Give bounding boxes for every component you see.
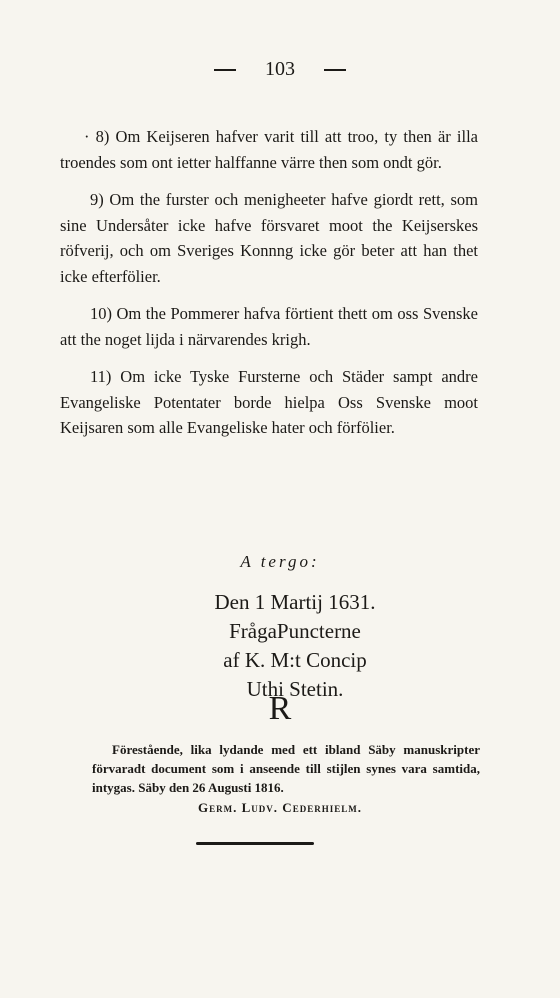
signature: Germ. Ludv. Cederhielm. <box>198 800 362 815</box>
paragraph-11: 11) Om icke Tyske Fursterne och Städer sampt andre Evangeliske Potentater borde hielpa Oss Svenske moot Keijsaren som alle Evangeliske hater och förfölier. <box>60 367 478 437</box>
end-rule <box>196 842 314 845</box>
attestation-note: Förestående, lika lydande med ett ibland Säby manuskripter förvaradt document som i anseende till stijlen synes vara samtida, intygas. Säby den 26 Augusti 1816. <box>92 742 480 795</box>
body-text <box>60 124 478 453</box>
address-line: af K. M:t Concip <box>223 648 367 672</box>
paragraph-10: 10) Om the Pommerer hafva förtient thett om oss Svenske att the noget lijda i närvarendes krigh. <box>60 304 478 349</box>
page-number: 103 <box>265 58 295 80</box>
tergo-label: A tergo: <box>240 552 320 571</box>
header-dash-right <box>324 69 346 71</box>
seal-mark: R <box>268 690 292 727</box>
paragraph-9: 9) Om the furster och menigheeter hafve giordt rett, som sine Undersåter icke hafve försvaret moot the Keijserskes röfverij, och om Sveriges Konnng icke gör beter att han thet icke efterfölier. <box>60 190 478 286</box>
address-line: Den 1 Martij 1631. <box>214 590 376 614</box>
address-line: Uthi Stetin. <box>246 677 344 701</box>
address-block <box>0 588 560 704</box>
paragraph-8: · 8) Om Keijseren hafver varit till att troo, ty then är illa troendes som ont ietter halffanne värre then som ondt gör. <box>60 127 478 172</box>
page-header <box>0 58 560 81</box>
address-line: FrågaPuncterne <box>229 619 361 643</box>
header-dash-left <box>214 69 236 71</box>
